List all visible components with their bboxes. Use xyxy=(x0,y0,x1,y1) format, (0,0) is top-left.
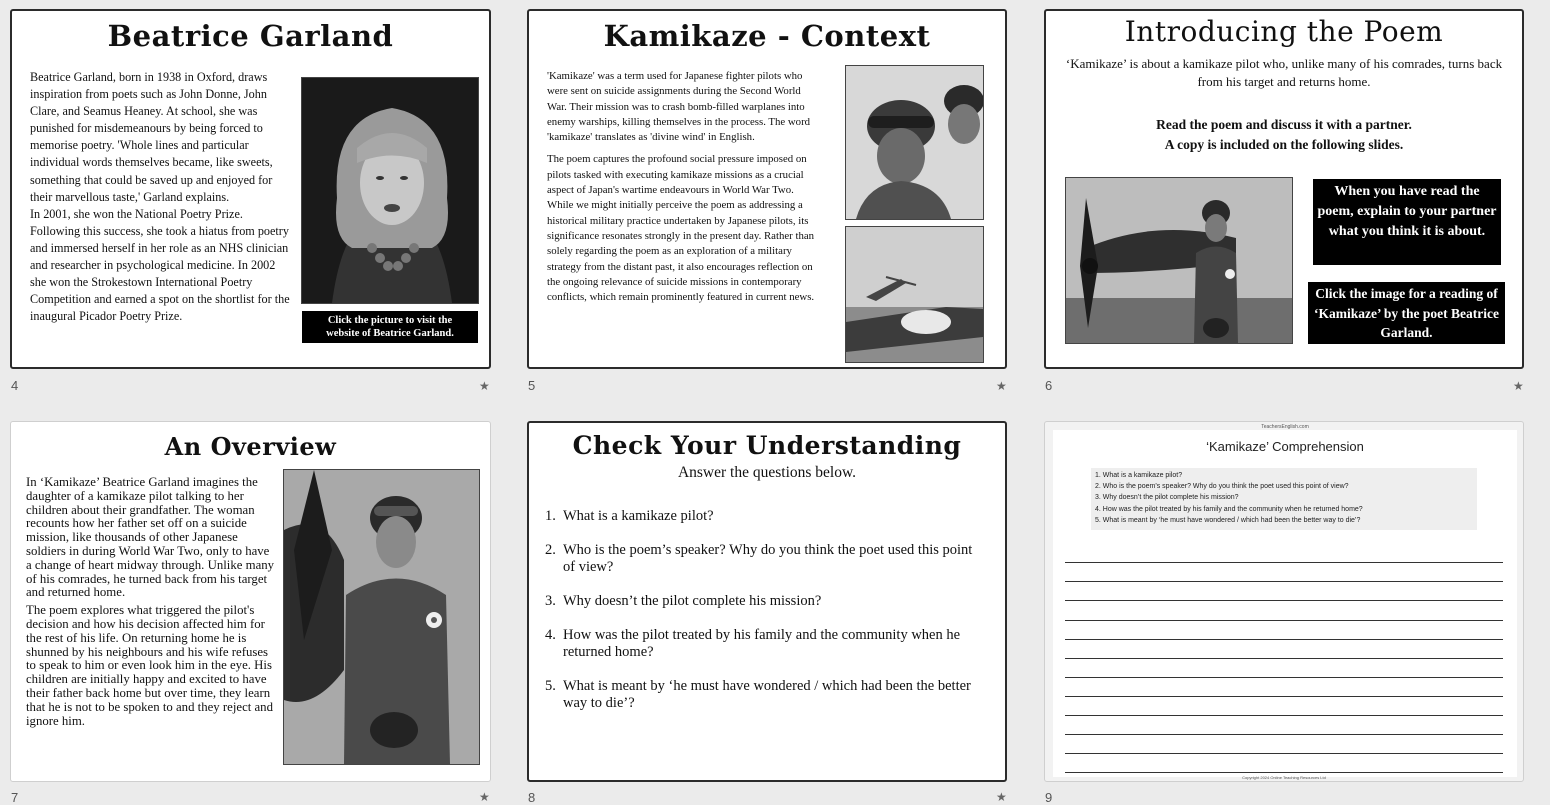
question-list xyxy=(545,508,985,729)
slide-number: 6 xyxy=(1045,378,1053,393)
paragraph: The poem explores what triggered the pilot's decision and how his decision affected him for the rest of his life. On returning home he is shunned by his neighbours and his wife refuses to speak to him or even look him in the eye. His children are initially happy and excited to have their father back home but over time, they learn that he is not to be spoken to and they reject and ignore him. xyxy=(26,603,273,728)
answer-line xyxy=(1065,639,1503,640)
answer-line xyxy=(1065,562,1503,563)
slide-number: 5 xyxy=(528,378,536,393)
answer-line xyxy=(1065,734,1503,735)
answer-line xyxy=(1065,677,1503,678)
worksheet-question: 5. What is meant by ‘he must have wondered / which had been the better way to die’? xyxy=(1095,516,1361,524)
answer-line xyxy=(1065,658,1503,659)
question-number: 1. xyxy=(545,508,556,524)
slide-7-thumbnail[interactable] xyxy=(10,421,491,782)
slide-subtitle: Answer the questions below. xyxy=(677,464,857,481)
slide-number-partial: 7 xyxy=(11,790,19,805)
question-item xyxy=(545,593,985,610)
question-item xyxy=(545,508,985,525)
slide-number-partial: 9 xyxy=(1045,790,1053,805)
slide-body xyxy=(26,476,278,728)
slide-title: Beatrice Garland xyxy=(107,19,394,53)
question-item xyxy=(545,678,985,712)
slide-title: Introducing the Poem xyxy=(1124,15,1444,48)
pilots-photo xyxy=(845,65,984,220)
read-poem-instruction-box: When you have read the poem, explain to your partner what you think it is about. xyxy=(1313,179,1501,265)
slide-8-thumbnail[interactable] xyxy=(527,421,1007,782)
paragraph: In 2001, she won the National Poetry Prize. Following this success, she took a hiatus from poetry and immersed herself in her role as an NHS clinician and researcher in psychological medicine. In 2002 she won the Strokestown International Poetry Competition and earned a spot on the shortlist for the inaugural Picador Poetry Prize. xyxy=(30,206,290,324)
slide-body xyxy=(30,69,292,325)
star-icon[interactable]: ★ xyxy=(1513,379,1524,393)
question-text: Who is the poem’s speaker? Why do you think the poet used this point of view? xyxy=(563,542,973,575)
pilot-with-plane-image xyxy=(1066,178,1292,343)
carrier-attack-image xyxy=(846,227,983,362)
question-number: 5. xyxy=(545,678,556,694)
portrait-image xyxy=(302,78,478,303)
answer-line xyxy=(1065,772,1503,773)
slide-6-thumbnail[interactable] xyxy=(1044,9,1524,369)
worksheet-question-list xyxy=(1091,468,1477,530)
pilot-standing-image xyxy=(284,470,479,764)
question-text: How was the pilot treated by his family and the community when he returned home? xyxy=(563,627,961,660)
answer-line xyxy=(1065,600,1503,601)
website-link-caption[interactable]: Click the picture to visit the website of Beatrice Garland. xyxy=(302,311,478,343)
paragraph: In ‘Kamikaze’ Beatrice Garland imagines the daughter of a kamikaze pilot talking to her children about their grandfather. The woman recounts how her father set off on a suicide mission, like thousands of other Japanese soldiers in during World War Two, only to have a change of heart midway through. Unlike many of his comrades, he turned back from his target and returned home. xyxy=(26,475,275,600)
star-icon[interactable]: ★ xyxy=(996,379,1007,393)
star-icon[interactable]: ★ xyxy=(479,790,490,804)
answer-line xyxy=(1065,715,1503,716)
answer-line xyxy=(1065,696,1503,697)
worksheet-question: 1. What is a kamikaze pilot? xyxy=(1095,472,1183,479)
slide-9-thumbnail[interactable] xyxy=(1044,421,1524,782)
question-number: 2. xyxy=(545,542,556,558)
slide-5-thumbnail[interactable] xyxy=(527,9,1007,369)
star-icon[interactable]: ★ xyxy=(479,379,490,393)
pilot-portrait-photo xyxy=(283,469,480,765)
intro-text: ‘Kamikaze’ is about a kamikaze pilot who, unlike many of his comrades, turns back from his target and returns home. xyxy=(1065,56,1503,89)
question-text: What is meant by ‘he must have wondered / which had been the better way to die’? xyxy=(563,678,971,711)
kamikaze-reading-image[interactable] xyxy=(1065,177,1293,344)
worksheet-footer: Copyright 2024 Online Teaching Resources Ltd xyxy=(1242,775,1326,780)
worksheet-question: 2. Who is the poem’s speaker? Why do you think the poet used this point of view? xyxy=(1095,483,1349,491)
aircraft-carrier-photo xyxy=(845,226,984,363)
answer-line xyxy=(1065,753,1503,754)
slide-number-partial: 8 xyxy=(528,790,536,805)
slide-body xyxy=(547,69,822,305)
paragraph: 'Kamikaze' was a term used for Japanese fighter pilots who were sent on suicide assignments during the Second World War. Their mission was to crash bomb-filled warplanes into enemy warships, killing themselves in the process. The word 'kamikaze' translates as 'divine wind' in English. xyxy=(547,70,811,144)
slide-title: Check Your Understanding xyxy=(572,431,962,460)
worksheet-question: 4. How was the pilot treated by his family and the community when he returned home? xyxy=(1095,505,1363,513)
paragraph: Beatrice Garland, born in 1938 in Oxford, draws inspiration from poets such as John Donne, John Clare, and Seamus Heaney. At school, she was punished for misdemeanours by being forced to memorise poetry. 'Whole lines and particular individual words themselves became, like sweets, something that could be saved up and enjoyed for their marvellous taste,' Garland explains. xyxy=(30,70,273,204)
slide-4-thumbnail[interactable] xyxy=(10,9,491,369)
answer-line xyxy=(1065,581,1503,582)
worksheet-title: ‘Kamikaze’ Comprehension xyxy=(1206,439,1364,454)
beatrice-garland-photo[interactable] xyxy=(301,77,479,304)
instruction-line-1: Read the poem and discuss it with a partner. xyxy=(1156,117,1412,132)
instruction-line-2: A copy is included on the following slides. xyxy=(1164,137,1404,152)
slide-title: Kamikaze - Context xyxy=(603,19,931,53)
question-number: 3. xyxy=(545,593,556,609)
worksheet-question: 3. Why doesn’t the pilot complete his mission? xyxy=(1095,494,1239,502)
question-item xyxy=(545,542,985,576)
paragraph: The poem captures the profound social pressure imposed on pilots tasked with executing kamikaze missions as a crucial aspect of Japan's wartime endeavours in World War Two. While we might initially perceive the poem as addressing a historical military practice undertaken by Japanese pilots, its significance resonates strongly in the present day. Rather than solely regarding the poem as an exploration of a military strategy from the distant past, it also encourages reflection on the ongoing relevance of suicide missions in contemporary conflicts, which remain prominently featured in current news. xyxy=(547,153,815,304)
question-item xyxy=(545,627,985,661)
reading-link-box[interactable]: Click the image for a reading of ‘Kamikaze’ by the poet Beatrice Garland. xyxy=(1308,282,1505,344)
question-number: 4. xyxy=(545,627,556,643)
star-icon[interactable]: ★ xyxy=(996,790,1007,804)
slide-title: An Overview xyxy=(164,432,337,461)
slide-number: 4 xyxy=(11,378,19,393)
answer-line xyxy=(1065,620,1503,621)
question-text: Why doesn’t the pilot complete his mission? xyxy=(563,593,822,609)
worksheet-header: TeachersEnglish.com xyxy=(1261,424,1309,430)
question-text: What is a kamikaze pilot? xyxy=(563,508,714,524)
worksheet-page xyxy=(1053,424,1517,777)
pilots-image xyxy=(846,66,983,219)
